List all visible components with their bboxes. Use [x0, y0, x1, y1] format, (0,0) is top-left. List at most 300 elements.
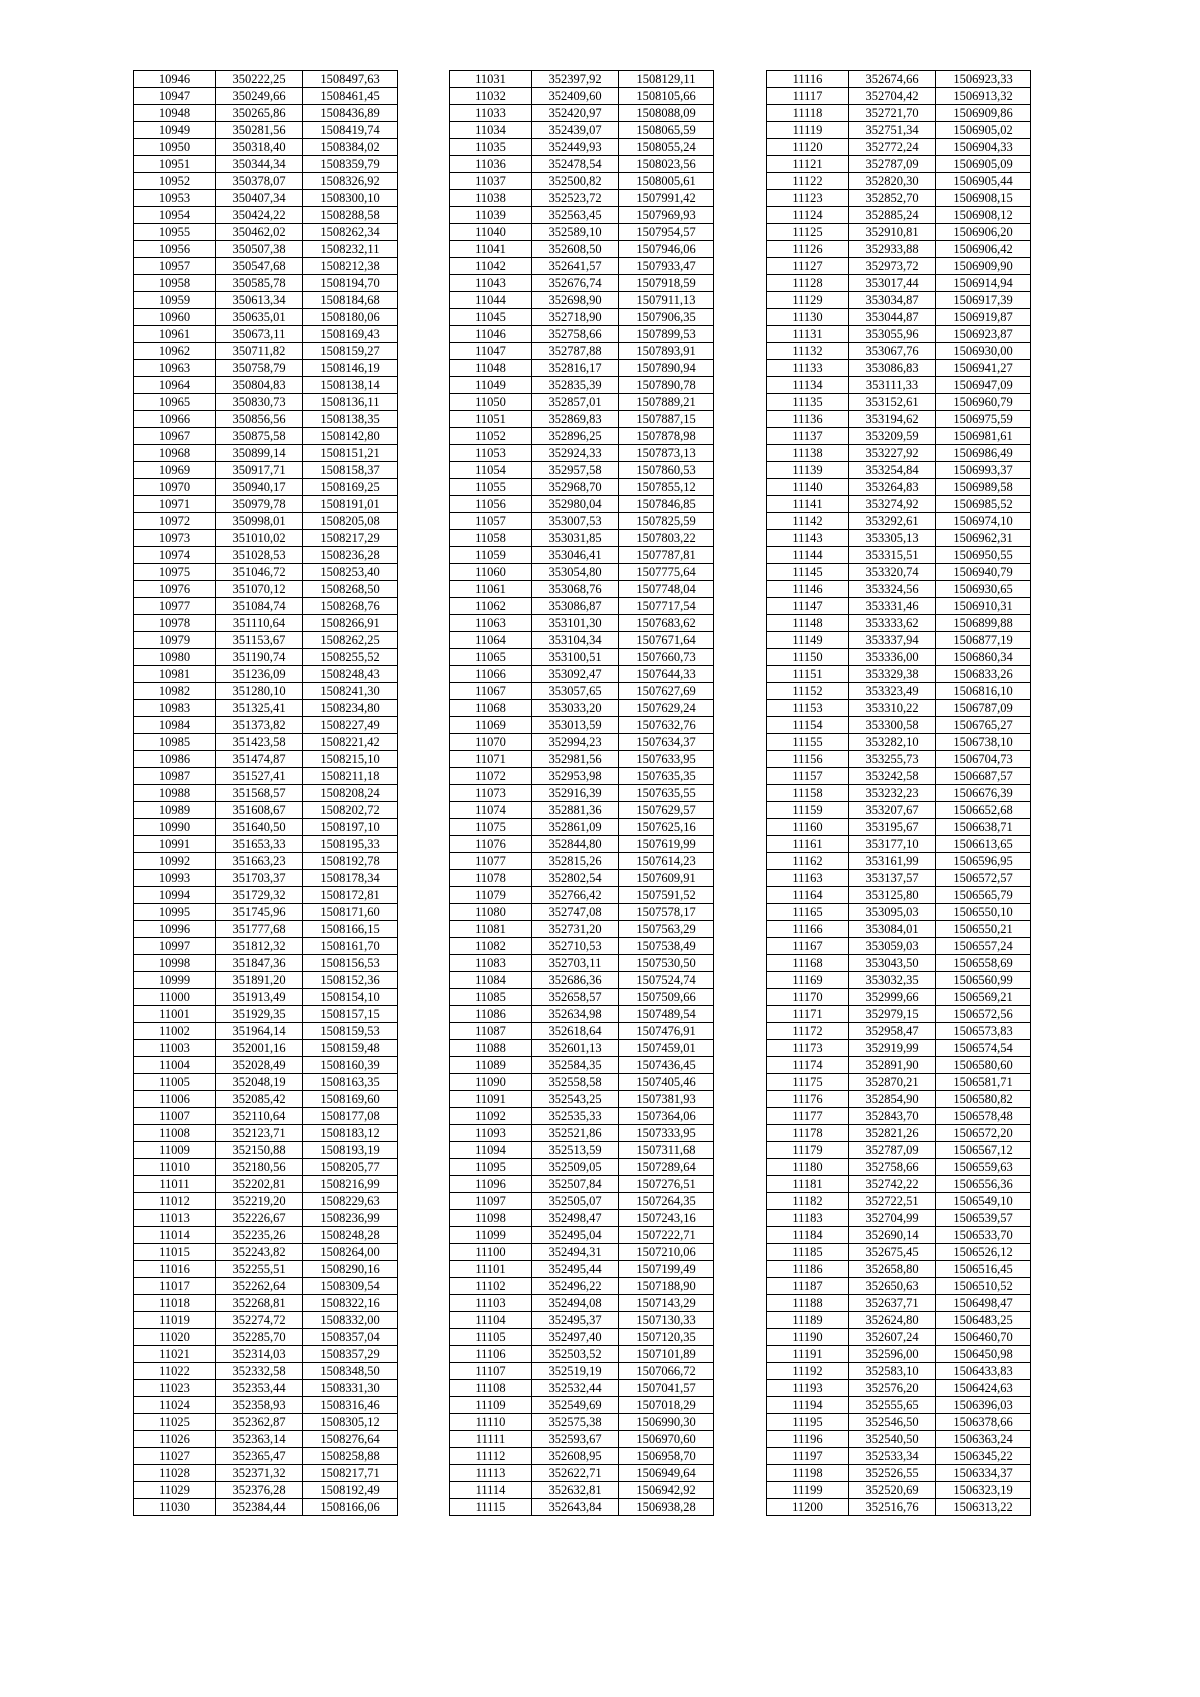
y-coordinate-cell: 1508359,79 — [303, 156, 398, 173]
table-row — [134, 955, 398, 972]
y-coordinate-cell: 1508262,34 — [303, 224, 398, 241]
point-number-cell: 10989 — [134, 802, 216, 819]
y-coordinate-cell: 1506581,71 — [936, 1074, 1031, 1091]
table-row — [450, 1074, 714, 1091]
x-coordinate-cell: 352854,90 — [849, 1091, 936, 1108]
y-coordinate-cell: 1506565,79 — [936, 887, 1031, 904]
x-coordinate-cell: 351729,32 — [216, 887, 303, 904]
x-coordinate-cell: 352722,51 — [849, 1193, 936, 1210]
x-coordinate-cell: 352513,59 — [532, 1142, 619, 1159]
y-coordinate-cell: 1508241,30 — [303, 683, 398, 700]
table-row — [134, 972, 398, 989]
point-number-cell: 11000 — [134, 989, 216, 1006]
table-row — [134, 904, 398, 921]
table-row — [767, 1040, 1031, 1057]
x-coordinate-cell: 352870,21 — [849, 1074, 936, 1091]
y-coordinate-cell: 1507101,89 — [619, 1346, 714, 1363]
y-coordinate-cell: 1507619,99 — [619, 836, 714, 853]
point-number-cell: 11027 — [134, 1448, 216, 1465]
y-coordinate-cell: 1508253,40 — [303, 564, 398, 581]
point-number-cell: 11050 — [450, 394, 532, 411]
table-row — [134, 88, 398, 105]
table-row — [767, 1057, 1031, 1074]
x-coordinate-cell: 353125,80 — [849, 887, 936, 904]
point-number-cell: 11135 — [767, 394, 849, 411]
y-coordinate-cell: 1508193,19 — [303, 1142, 398, 1159]
table-row — [767, 224, 1031, 241]
point-number-cell: 10990 — [134, 819, 216, 836]
point-number-cell: 11148 — [767, 615, 849, 632]
table-row — [450, 1125, 714, 1142]
point-number-cell: 10976 — [134, 581, 216, 598]
table-row — [767, 1414, 1031, 1431]
table-row — [134, 258, 398, 275]
x-coordinate-cell: 350378,07 — [216, 173, 303, 190]
point-number-cell: 11139 — [767, 462, 849, 479]
y-coordinate-cell: 1506906,20 — [936, 224, 1031, 241]
y-coordinate-cell: 1508192,49 — [303, 1482, 398, 1499]
point-number-cell: 11197 — [767, 1448, 849, 1465]
x-coordinate-cell: 352495,44 — [532, 1261, 619, 1278]
x-coordinate-cell: 352844,80 — [532, 836, 619, 853]
x-coordinate-cell: 353333,62 — [849, 615, 936, 632]
table-row — [767, 1108, 1031, 1125]
x-coordinate-cell: 352589,10 — [532, 224, 619, 241]
table-row — [134, 105, 398, 122]
point-number-cell: 11192 — [767, 1363, 849, 1380]
x-coordinate-cell: 351028,53 — [216, 547, 303, 564]
y-coordinate-cell: 1508211,18 — [303, 768, 398, 785]
y-coordinate-cell: 1506498,47 — [936, 1295, 1031, 1312]
table-row — [134, 275, 398, 292]
point-number-cell: 10988 — [134, 785, 216, 802]
y-coordinate-cell: 1507893,91 — [619, 343, 714, 360]
x-coordinate-cell: 353255,73 — [849, 751, 936, 768]
table-row — [767, 836, 1031, 853]
y-coordinate-cell: 1508221,42 — [303, 734, 398, 751]
point-number-cell: 11158 — [767, 785, 849, 802]
table-row — [134, 768, 398, 785]
y-coordinate-cell: 1506596,95 — [936, 853, 1031, 870]
x-coordinate-cell: 352365,47 — [216, 1448, 303, 1465]
table-row — [767, 598, 1031, 615]
point-number-cell: 11102 — [450, 1278, 532, 1295]
table-row — [450, 683, 714, 700]
y-coordinate-cell: 1506877,19 — [936, 632, 1031, 649]
y-coordinate-cell: 1508195,33 — [303, 836, 398, 853]
x-coordinate-cell: 353152,61 — [849, 394, 936, 411]
x-coordinate-cell: 352420,97 — [532, 105, 619, 122]
point-number-cell: 11012 — [134, 1193, 216, 1210]
table-row — [134, 394, 398, 411]
x-coordinate-cell: 353137,57 — [849, 870, 936, 887]
point-number-cell: 11051 — [450, 411, 532, 428]
point-number-cell: 11198 — [767, 1465, 849, 1482]
point-number-cell: 11174 — [767, 1057, 849, 1074]
y-coordinate-cell: 1506558,69 — [936, 955, 1031, 972]
table-row — [134, 1499, 398, 1516]
y-coordinate-cell: 1508158,37 — [303, 462, 398, 479]
x-coordinate-cell: 352852,70 — [849, 190, 936, 207]
table-row — [134, 581, 398, 598]
table-row — [450, 122, 714, 139]
y-coordinate-cell: 1507311,68 — [619, 1142, 714, 1159]
point-number-cell: 10998 — [134, 955, 216, 972]
x-coordinate-cell: 352919,99 — [849, 1040, 936, 1057]
point-number-cell: 11188 — [767, 1295, 849, 1312]
table-row — [134, 751, 398, 768]
table-row — [134, 343, 398, 360]
x-coordinate-cell: 351891,20 — [216, 972, 303, 989]
x-coordinate-cell: 350711,82 — [216, 343, 303, 360]
x-coordinate-cell: 352503,52 — [532, 1346, 619, 1363]
x-coordinate-cell: 350547,68 — [216, 258, 303, 275]
x-coordinate-cell: 353104,34 — [532, 632, 619, 649]
x-coordinate-cell: 353084,01 — [849, 921, 936, 938]
y-coordinate-cell: 1506572,57 — [936, 870, 1031, 887]
y-coordinate-cell: 1507911,13 — [619, 292, 714, 309]
x-coordinate-cell: 350673,11 — [216, 326, 303, 343]
y-coordinate-cell: 1506433,83 — [936, 1363, 1031, 1380]
y-coordinate-cell: 1508436,89 — [303, 105, 398, 122]
table-row — [134, 700, 398, 717]
x-coordinate-cell: 352815,26 — [532, 853, 619, 870]
y-coordinate-cell: 1508234,80 — [303, 700, 398, 717]
x-coordinate-cell: 353305,13 — [849, 530, 936, 547]
x-coordinate-cell: 352772,24 — [849, 139, 936, 156]
table-row — [767, 513, 1031, 530]
y-coordinate-cell: 1507899,53 — [619, 326, 714, 343]
y-coordinate-cell: 1508497,63 — [303, 71, 398, 88]
x-coordinate-cell: 350998,01 — [216, 513, 303, 530]
x-coordinate-cell: 352521,86 — [532, 1125, 619, 1142]
y-coordinate-cell: 1506580,82 — [936, 1091, 1031, 1108]
point-number-cell: 11144 — [767, 547, 849, 564]
point-number-cell: 10947 — [134, 88, 216, 105]
x-coordinate-cell: 353336,00 — [849, 649, 936, 666]
y-coordinate-cell: 1506556,36 — [936, 1176, 1031, 1193]
table-row — [767, 71, 1031, 88]
x-coordinate-cell: 352758,66 — [532, 326, 619, 343]
x-coordinate-cell: 352532,44 — [532, 1380, 619, 1397]
x-coordinate-cell: 350899,14 — [216, 445, 303, 462]
x-coordinate-cell: 353067,76 — [849, 343, 936, 360]
y-coordinate-cell: 1508023,56 — [619, 156, 714, 173]
point-number-cell: 11032 — [450, 88, 532, 105]
y-coordinate-cell: 1508105,66 — [619, 88, 714, 105]
table-row — [134, 241, 398, 258]
x-coordinate-cell: 353320,74 — [849, 564, 936, 581]
y-coordinate-cell: 1508161,70 — [303, 938, 398, 955]
x-coordinate-cell: 352650,63 — [849, 1278, 936, 1295]
table-row — [767, 904, 1031, 921]
x-coordinate-cell: 353300,58 — [849, 717, 936, 734]
x-coordinate-cell: 350758,79 — [216, 360, 303, 377]
point-number-cell: 11115 — [450, 1499, 532, 1516]
table-row — [767, 411, 1031, 428]
x-coordinate-cell: 351568,57 — [216, 785, 303, 802]
y-coordinate-cell: 1506905,09 — [936, 156, 1031, 173]
point-number-cell: 11100 — [450, 1244, 532, 1261]
y-coordinate-cell: 1506572,56 — [936, 1006, 1031, 1023]
point-number-cell: 11131 — [767, 326, 849, 343]
table-row — [767, 972, 1031, 989]
point-number-cell: 11095 — [450, 1159, 532, 1176]
y-coordinate-cell: 1506613,65 — [936, 836, 1031, 853]
y-coordinate-cell: 1506687,57 — [936, 768, 1031, 785]
point-number-cell: 11186 — [767, 1261, 849, 1278]
point-number-cell: 11137 — [767, 428, 849, 445]
x-coordinate-cell: 352150,88 — [216, 1142, 303, 1159]
point-number-cell: 11097 — [450, 1193, 532, 1210]
y-coordinate-cell: 1508146,19 — [303, 360, 398, 377]
y-coordinate-cell: 1507614,23 — [619, 853, 714, 870]
y-coordinate-cell: 1506947,09 — [936, 377, 1031, 394]
table-row — [134, 1176, 398, 1193]
point-number-cell: 10948 — [134, 105, 216, 122]
table-row — [767, 921, 1031, 938]
table-row — [134, 632, 398, 649]
point-number-cell: 10965 — [134, 394, 216, 411]
x-coordinate-cell: 351236,09 — [216, 666, 303, 683]
y-coordinate-cell: 1508227,49 — [303, 717, 398, 734]
y-coordinate-cell: 1507199,49 — [619, 1261, 714, 1278]
table-row — [767, 785, 1031, 802]
point-number-cell: 11125 — [767, 224, 849, 241]
point-number-cell: 10987 — [134, 768, 216, 785]
point-number-cell: 11037 — [450, 173, 532, 190]
point-number-cell: 11056 — [450, 496, 532, 513]
table-row — [450, 921, 714, 938]
y-coordinate-cell: 1507243,16 — [619, 1210, 714, 1227]
y-coordinate-cell: 1506567,12 — [936, 1142, 1031, 1159]
table-row — [450, 1499, 714, 1516]
point-number-cell: 10949 — [134, 122, 216, 139]
table-row — [767, 326, 1031, 343]
x-coordinate-cell: 352641,57 — [532, 258, 619, 275]
table-row — [767, 938, 1031, 955]
x-coordinate-cell: 352835,39 — [532, 377, 619, 394]
point-number-cell: 11155 — [767, 734, 849, 751]
x-coordinate-cell: 351423,58 — [216, 734, 303, 751]
y-coordinate-cell: 1506960,79 — [936, 394, 1031, 411]
point-number-cell: 10978 — [134, 615, 216, 632]
table-row — [450, 836, 714, 853]
x-coordinate-cell: 352274,72 — [216, 1312, 303, 1329]
table-row — [134, 1023, 398, 1040]
table-row — [767, 802, 1031, 819]
x-coordinate-cell: 353209,59 — [849, 428, 936, 445]
x-coordinate-cell: 352632,81 — [532, 1482, 619, 1499]
y-coordinate-cell: 1508248,28 — [303, 1227, 398, 1244]
x-coordinate-cell: 353282,10 — [849, 734, 936, 751]
y-coordinate-cell: 1506860,34 — [936, 649, 1031, 666]
table-row — [134, 1125, 398, 1142]
x-coordinate-cell: 353017,44 — [849, 275, 936, 292]
table-row — [767, 1278, 1031, 1295]
y-coordinate-cell: 1506424,63 — [936, 1380, 1031, 1397]
table-row — [450, 1329, 714, 1346]
y-coordinate-cell: 1507660,73 — [619, 649, 714, 666]
x-coordinate-cell: 353331,46 — [849, 598, 936, 615]
table-row — [767, 581, 1031, 598]
point-number-cell: 11041 — [450, 241, 532, 258]
x-coordinate-cell: 352885,24 — [849, 207, 936, 224]
point-number-cell: 11089 — [450, 1057, 532, 1074]
x-coordinate-cell: 352523,72 — [532, 190, 619, 207]
table-row — [134, 224, 398, 241]
table-row — [450, 1261, 714, 1278]
x-coordinate-cell: 352048,19 — [216, 1074, 303, 1091]
x-coordinate-cell: 352766,42 — [532, 887, 619, 904]
y-coordinate-cell: 1507563,29 — [619, 921, 714, 938]
y-coordinate-cell: 1508268,76 — [303, 598, 398, 615]
y-coordinate-cell: 1508290,16 — [303, 1261, 398, 1278]
point-number-cell: 11070 — [450, 734, 532, 751]
point-number-cell: 11136 — [767, 411, 849, 428]
x-coordinate-cell: 353095,03 — [849, 904, 936, 921]
table-row — [450, 1023, 714, 1040]
table-row — [134, 1414, 398, 1431]
y-coordinate-cell: 1507683,62 — [619, 615, 714, 632]
point-number-cell: 11187 — [767, 1278, 849, 1295]
table-row — [767, 870, 1031, 887]
point-number-cell: 11044 — [450, 292, 532, 309]
table-row — [450, 1482, 714, 1499]
point-number-cell: 11017 — [134, 1278, 216, 1295]
point-number-cell: 10993 — [134, 870, 216, 887]
table-row — [450, 326, 714, 343]
y-coordinate-cell: 1508236,28 — [303, 547, 398, 564]
y-coordinate-cell: 1508169,25 — [303, 479, 398, 496]
y-coordinate-cell: 1508305,12 — [303, 1414, 398, 1431]
x-coordinate-cell: 352622,71 — [532, 1465, 619, 1482]
y-coordinate-cell: 1508208,24 — [303, 785, 398, 802]
x-coordinate-cell: 352933,88 — [849, 241, 936, 258]
x-coordinate-cell: 352596,00 — [849, 1346, 936, 1363]
y-coordinate-cell: 1508255,52 — [303, 649, 398, 666]
point-number-cell: 10962 — [134, 343, 216, 360]
table-row — [767, 1261, 1031, 1278]
point-number-cell: 11183 — [767, 1210, 849, 1227]
y-coordinate-cell: 1506345,22 — [936, 1448, 1031, 1465]
y-coordinate-cell: 1506908,15 — [936, 190, 1031, 207]
x-coordinate-cell: 352520,69 — [849, 1482, 936, 1499]
table-row — [767, 1482, 1031, 1499]
y-coordinate-cell: 1507578,17 — [619, 904, 714, 921]
x-coordinate-cell: 351745,96 — [216, 904, 303, 921]
table-row — [450, 1312, 714, 1329]
table-row — [450, 105, 714, 122]
table-row — [767, 1125, 1031, 1142]
table-row — [450, 1448, 714, 1465]
x-coordinate-cell: 353100,51 — [532, 649, 619, 666]
table-row — [767, 1295, 1031, 1312]
x-coordinate-cell: 352533,34 — [849, 1448, 936, 1465]
y-coordinate-cell: 1507130,33 — [619, 1312, 714, 1329]
point-number-cell: 11057 — [450, 513, 532, 530]
point-number-cell: 11170 — [767, 989, 849, 1006]
x-coordinate-cell: 352643,84 — [532, 1499, 619, 1516]
x-coordinate-cell: 352505,07 — [532, 1193, 619, 1210]
table-row — [450, 887, 714, 904]
y-coordinate-cell: 1507625,16 — [619, 819, 714, 836]
table-row — [767, 1023, 1031, 1040]
x-coordinate-cell: 353059,03 — [849, 938, 936, 955]
y-coordinate-cell: 1507991,42 — [619, 190, 714, 207]
point-number-cell: 11085 — [450, 989, 532, 1006]
x-coordinate-cell: 353032,35 — [849, 972, 936, 989]
table-row — [450, 802, 714, 819]
y-coordinate-cell: 1508163,35 — [303, 1074, 398, 1091]
y-coordinate-cell: 1507878,98 — [619, 428, 714, 445]
point-number-cell: 10992 — [134, 853, 216, 870]
point-number-cell: 11061 — [450, 581, 532, 598]
y-coordinate-cell: 1506950,55 — [936, 547, 1031, 564]
table-row — [767, 258, 1031, 275]
table-row — [134, 1193, 398, 1210]
point-number-cell: 11150 — [767, 649, 849, 666]
point-number-cell: 11035 — [450, 139, 532, 156]
point-number-cell: 11016 — [134, 1261, 216, 1278]
x-coordinate-cell: 352409,60 — [532, 88, 619, 105]
y-coordinate-cell: 1506904,33 — [936, 139, 1031, 156]
table-row — [450, 1414, 714, 1431]
point-number-cell: 10970 — [134, 479, 216, 496]
point-number-cell: 11019 — [134, 1312, 216, 1329]
x-coordinate-cell: 351373,82 — [216, 717, 303, 734]
table-row — [450, 445, 714, 462]
x-coordinate-cell: 352607,24 — [849, 1329, 936, 1346]
point-number-cell: 11108 — [450, 1380, 532, 1397]
point-number-cell: 11007 — [134, 1108, 216, 1125]
point-number-cell: 10979 — [134, 632, 216, 649]
point-number-cell: 11143 — [767, 530, 849, 547]
point-number-cell: 11195 — [767, 1414, 849, 1431]
table-row — [450, 581, 714, 598]
table-row — [767, 275, 1031, 292]
point-number-cell: 10995 — [134, 904, 216, 921]
table-row — [767, 819, 1031, 836]
table-row — [767, 1380, 1031, 1397]
y-coordinate-cell: 1507635,55 — [619, 785, 714, 802]
y-coordinate-cell: 1506899,88 — [936, 615, 1031, 632]
y-coordinate-cell: 1506833,26 — [936, 666, 1031, 683]
table-row — [134, 1159, 398, 1176]
table-row — [767, 887, 1031, 904]
x-coordinate-cell: 353111,33 — [849, 377, 936, 394]
point-number-cell: 11091 — [450, 1091, 532, 1108]
point-number-cell: 10997 — [134, 938, 216, 955]
y-coordinate-cell: 1508331,30 — [303, 1380, 398, 1397]
table-row — [767, 207, 1031, 224]
point-number-cell: 11083 — [450, 955, 532, 972]
x-coordinate-cell: 350222,25 — [216, 71, 303, 88]
table-row — [134, 1040, 398, 1057]
y-coordinate-cell: 1507289,64 — [619, 1159, 714, 1176]
x-coordinate-cell: 352549,69 — [532, 1397, 619, 1414]
point-number-cell: 11101 — [450, 1261, 532, 1278]
table-row — [767, 309, 1031, 326]
point-number-cell: 11178 — [767, 1125, 849, 1142]
table-row — [767, 700, 1031, 717]
x-coordinate-cell: 350318,40 — [216, 139, 303, 156]
x-coordinate-cell: 350875,58 — [216, 428, 303, 445]
y-coordinate-cell: 1507188,90 — [619, 1278, 714, 1295]
y-coordinate-cell: 1508229,63 — [303, 1193, 398, 1210]
x-coordinate-cell: 352658,57 — [532, 989, 619, 1006]
table-row — [450, 904, 714, 921]
